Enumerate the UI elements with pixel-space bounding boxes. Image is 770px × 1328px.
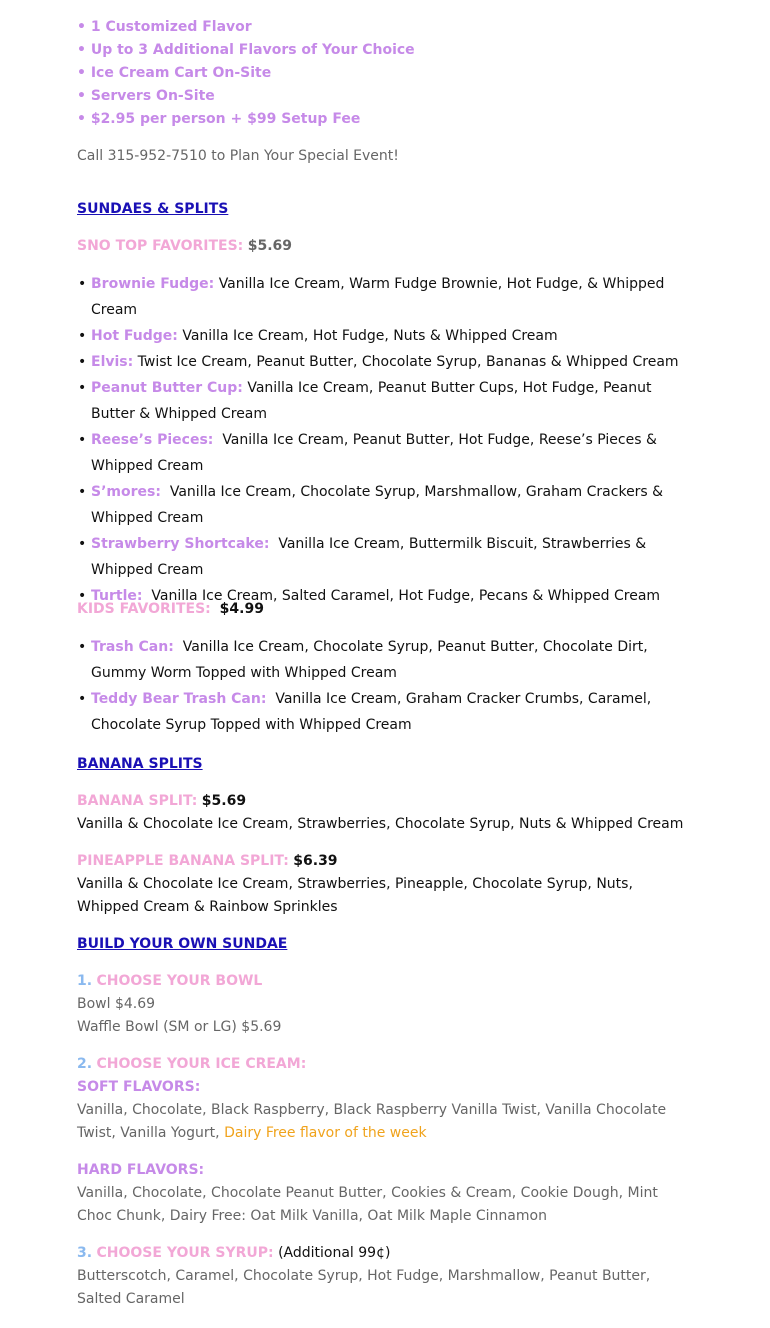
step2-title xyxy=(77,1053,689,1076)
item-desc: Vanilla Ice Cream, Graham Cracker Crumbs, Caramel, Chocolate Syrup Topped with Whipped Cream xyxy=(91,691,652,733)
item-desc: Twist Ice Cream, Peanut Butter, Chocolate Syrup, Bananas & Whipped Cream xyxy=(137,354,679,370)
item-desc: Vanilla Ice Cream, Buttermilk Biscuit, Strawberries & Whipped Cream xyxy=(91,536,647,578)
banana-split-header xyxy=(77,790,689,813)
catering-bullets xyxy=(77,16,415,131)
syrup-list: Butterscotch, Caramel, Chocolate Syrup, Hot Fudge, Marshmallow, Peanut Butter, Salted Caramel xyxy=(77,1268,651,1307)
item-name: Teddy Bear Trash Can: xyxy=(91,691,267,707)
call-text: Call 315-952-7510 to Plan Your Special Event! xyxy=(77,148,399,164)
item-name: Turtle: xyxy=(91,588,143,604)
item-name: Hot Fudge: xyxy=(91,328,178,344)
item-desc: Vanilla Ice Cream, Peanut Butter Cups, Hot Fudge, Peanut Butter & Whipped Cream xyxy=(91,380,652,422)
bowl-option: Bowl $4.69 xyxy=(77,996,156,1012)
pineapple-split-header xyxy=(77,850,689,873)
item-name: Strawberry Shortcake: xyxy=(91,536,270,552)
soft-flavors-list xyxy=(77,1099,689,1145)
step2-title-text: CHOOSE YOUR ICE CREAM: xyxy=(96,1056,307,1072)
list-item xyxy=(77,349,689,375)
kids-list xyxy=(77,634,689,738)
catering-bullet: • 1 Customized Flavor xyxy=(77,19,252,35)
item-name: Trash Can: xyxy=(91,639,174,655)
step3-title xyxy=(77,1242,689,1265)
banana-splits-heading-link[interactable]: BANANA SPLITS xyxy=(77,756,203,772)
item-name: Elvis: xyxy=(91,354,134,370)
item-desc: Vanilla Ice Cream, Warm Fudge Brownie, Hot Fudge, & Whipped Cream xyxy=(91,276,665,318)
step2-block xyxy=(77,1053,689,1145)
list-item xyxy=(77,375,689,427)
list-item xyxy=(77,479,689,531)
item-name: Peanut Butter Cup: xyxy=(91,380,243,396)
kids-label: KIDS FAVORITES: xyxy=(77,601,211,617)
sno-top-price: $5.69 xyxy=(247,238,293,254)
step1-title xyxy=(77,970,281,993)
step3-block xyxy=(77,1242,689,1311)
sno-top-list xyxy=(77,271,689,609)
item-desc: Vanilla Ice Cream, Chocolate Syrup, Marshmallow, Graham Crackers & Whipped Cream xyxy=(91,484,664,526)
step3-number: 3. xyxy=(77,1245,93,1261)
kids-header xyxy=(77,598,264,621)
list-item xyxy=(77,271,689,323)
list-item xyxy=(77,634,689,686)
step3-title-text: CHOOSE YOUR SYRUP: xyxy=(96,1245,274,1261)
kids-price: $4.99 xyxy=(219,601,264,617)
sno-top-label: SNO TOP FAVORITES: xyxy=(77,238,244,254)
catering-bullet: • Up to 3 Additional Flavors of Your Choice xyxy=(77,42,415,58)
hard-flavors-block xyxy=(77,1159,689,1228)
list-item xyxy=(77,531,689,583)
step3-note: (Additional 99¢) xyxy=(278,1245,391,1261)
banana-split-desc: Vanilla & Chocolate Ice Cream, Strawberries, Chocolate Syrup, Nuts & Whipped Cream xyxy=(77,816,684,832)
item-desc: Vanilla Ice Cream, Hot Fudge, Nuts & Whipped Cream xyxy=(182,328,558,344)
list-item xyxy=(77,686,689,738)
pineapple-split-label: PINEAPPLE BANANA SPLIT: xyxy=(77,853,289,869)
item-name: Reese’s Pieces: xyxy=(91,432,214,448)
item-name: Brownie Fudge: xyxy=(91,276,215,292)
list-item xyxy=(77,427,689,479)
item-name: S’mores: xyxy=(91,484,161,500)
sundaes-splits-heading-link[interactable]: SUNDAES & SPLITS xyxy=(77,201,229,217)
catering-bullet: • Servers On-Site xyxy=(77,88,215,104)
bowl-option: Waffle Bowl (SM or LG) $5.69 xyxy=(77,1019,282,1035)
pineapple-split-desc: Vanilla & Chocolate Ice Cream, Strawberries, Pineapple, Chocolate Syrup, Nuts, Whipped Cream & Rainbow Sprinkles xyxy=(77,876,633,915)
item-desc: Vanilla Ice Cream, Chocolate Syrup, Peanut Butter, Chocolate Dirt, Gummy Worm Topped with Whipped Cream xyxy=(91,639,648,681)
item-desc: Vanilla Ice Cream, Salted Caramel, Hot Fudge, Pecans & Whipped Cream xyxy=(151,588,661,604)
banana-split-label: BANANA SPLIT: xyxy=(77,793,198,809)
list-item xyxy=(77,323,689,349)
catering-bullet: • $2.95 per person + $99 Setup Fee xyxy=(77,111,361,127)
banana-split-block xyxy=(77,790,689,836)
banana-split-price: $5.69 xyxy=(201,793,247,809)
soft-flavors-label: SOFT FLAVORS: xyxy=(77,1079,201,1095)
step1-block xyxy=(77,970,281,1039)
hard-flavors-label: HARD FLAVORS: xyxy=(77,1162,205,1178)
dairy-free-flavor: Dairy Free flavor of the week xyxy=(224,1125,427,1141)
pineapple-split-price: $6.39 xyxy=(293,853,338,869)
build-your-own-heading-link[interactable]: BUILD YOUR OWN SUNDAE xyxy=(77,936,288,952)
soft-flavors-text: Vanilla, Chocolate, Black Raspberry, Black Raspberry Vanilla Twist, Vanilla Chocolate Twist, Vanilla Yogurt, xyxy=(77,1102,667,1141)
catering-bullet: • Ice Cream Cart On-Site xyxy=(77,65,272,81)
hard-flavors-list: Vanilla, Chocolate, Chocolate Peanut Butter, Cookies & Cream, Cookie Dough, Mint Choc Chunk, Dairy Free: Oat Milk Vanilla, Oat Milk Maple Cinnamon xyxy=(77,1185,658,1224)
step1-title-text: CHOOSE YOUR BOWL xyxy=(96,973,263,989)
pineapple-split-block xyxy=(77,850,689,919)
step1-number: 1. xyxy=(77,973,93,989)
item-desc: Vanilla Ice Cream, Peanut Butter, Hot Fudge, Reese’s Pieces & Whipped Cream xyxy=(91,432,657,474)
step2-number: 2. xyxy=(77,1056,93,1072)
sno-top-header xyxy=(77,235,292,258)
